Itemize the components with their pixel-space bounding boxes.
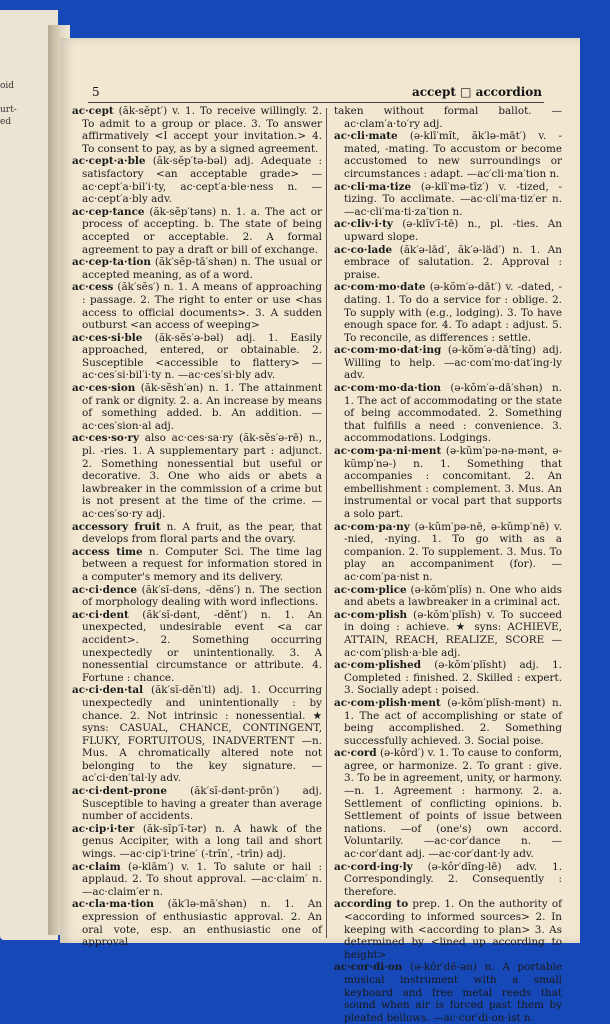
entry-headword: ac·com·pa·ni·ment [334,445,442,458]
dictionary-entry [72,432,322,520]
entry-definition: (ə-kôrd′) v. 1. To cause to conform, agree, or harmonize. 2. To grant : give. 3. To be in agreement, unity, or harmony. —n. 1. Agreement : harmony. 2. a. Settlement of conflicting opinions. b. Settlement of points of issue between nations. —of (one's) own accord. Voluntarily. —ac·cor′dance n. —ac·cor′dant adj. —ac·cor′dant·ly adv. [344,747,562,861]
entry-definition: (ăk′sĭ-dəns, -dĕns′) n. The section of morphology dealing with word inflections. [82,583,322,609]
entry-headword: ac·cor·di·on [334,961,403,974]
dictionary-entry [334,382,562,445]
dictionary-entry [334,861,562,899]
dictionary-entry [72,332,322,382]
dictionary-entry [72,609,322,685]
dictionary-entry [334,218,562,243]
entry-definition: (ə-kŭm′pə-nē, ə-kŭmp′nē) v. -nied, -nying. 1. To go with as a companion. 2. To supplement. 3. Mus. To play an accompaniment (for). —ac·com′pa·nist n. [344,520,562,583]
column-divider [326,108,327,938]
entry-definition: taken without formal ballot. —ac·clam′a·to′ry adj. [334,105,562,130]
entry-headword: ac·cliv·i·ty [334,218,393,231]
entry-definition: (ăk′lə-mā′shən) n. 1. An expression of enthusiastic approval. 2. An oral vote, esp. an enthusiastic one of approval [82,898,322,949]
entry-headword: ac·com·plished [334,659,421,672]
entry-headword: ac·com·mo·dat·ing [334,344,442,357]
entry-definition: (ăk′sĭ-dənt-prōn′) adj. Susceptible to having a greater than average number of accidents. [82,785,322,823]
dictionary-entry [334,105,562,130]
right-column [334,105,562,1024]
entry-definition: (ăk-sĕs′ə-bəl) adj. 1. Easily approached, entered, or obtainable. 2. Susceptible <accessible to flattery> —ac·ces′si·bil′i·ty n. —ac·ces′si·bly adv. [82,331,322,382]
entry-definition: (ə-kôr′dĭng-lē) adv. 1. Correspondingly. 2. Consequently : therefore. [344,860,562,898]
entry-headword: ac·com·mo·da·tion [334,382,441,395]
entry-headword: ac·ci·dent-prone [72,785,167,798]
entry-headword: ac·com·plish [334,608,408,621]
entry-definition: prep. 1. On the authority of <according to informed sources> 2. In keeping with <according to plan> 3. As determined by <lined up according to height> [344,898,563,961]
dictionary-page [60,38,580,1024]
dictionary-entry [72,584,322,609]
dictionary-entry [334,244,562,282]
entry-definition: (ə-klī′mə-tīz′) v. -tized, -tizing. To acclimate. —ac·cli′ma·tiz′er n. —ac·cli′ma·ti·za′tion n. [344,180,562,218]
entry-headword: ac·com·plish·ment [334,696,441,709]
entry-headword: ac·claim [72,860,121,873]
dictionary-entry [72,155,322,205]
dictionary-entry [334,747,562,860]
entry-headword: ac·cep·ta·tion [72,256,151,269]
entry-definition: (ə-kŭm′pə-nə-mənt, ə-kŭmp′nə-) n. 1. Something that accompanies : concomitant. 2. An embellishment : complement. 3. Mus. An instrumental or vocal part that supports a solo part. [344,445,562,520]
entry-headword: ac·ces·si·ble [72,331,143,344]
dictionary-entry [72,785,322,823]
entry-headword: ac·ces·sion [72,382,136,395]
entry-headword: ac·cord·ing·ly [334,860,413,873]
entry-headword: ac·cli·ma·tize [334,180,412,193]
entry-headword: ac·cli·mate [334,130,398,143]
entry-definition: (ăk-sĕsh′ən) n. 1. The attainment of rank or dignity. 2. a. An increase by means of something added. b. An addition. —ac·ces′sion·al adj. [82,382,322,432]
entry-headword: ac·cept [72,105,114,117]
dictionary-entry [334,898,562,961]
dictionary-entry [72,861,322,899]
margin-fragment [0,92,20,104]
dictionary-entry [72,823,322,861]
entry-definition: (ə-kŏm′plĭsh-mənt) n. 1. The act of accomplishing or state of being accomplished. 2. Something successfully achieved. 3. Social poise. [344,696,562,747]
dictionary-entry [72,382,322,432]
dictionary-entry [72,105,322,155]
entry-definition: (ăk′sĭ-dĕn′tl) adj. 1. Occurring unexpectedly and unintentionally : by chance. 2. Not intrinsic : nonessential. ★ syns: CASUAL, CHANCE, CONTINGENT, FLUKY, FORTUITOUS, INADVERTENT —n. Mus. A chromatically altered note not belonging to the key signature. —ac′ci·den′tal·ly adv. [82,684,322,785]
entry-definition: (ăk-sĕp′tə-bəl) adj. Adequate : satisfactory <an acceptable grade> —ac·cept′a·bil′i·ty, ac·cept′a·ble·ness n. —ac·cept′a·bly adv. [82,155,322,206]
margin-fragment: urt- [0,105,17,115]
entry-definition: also ac·ces·sa·ry (ăk-sĕs′ə-rē) n., pl. -ries. 1. A supplementary part : adjunct. 2. Something nonessential but useful or decorative. 3. One who aids or abets a lawbreaker in the commission of a crime but is not present at the time of the crime. —ac·ces′so·ry adj. [82,432,322,520]
entry-headword: ac·ci·dent [72,608,129,621]
dictionary-entry [72,898,322,948]
entry-definition: (ə-kŏm′plĭsh) v. To succeed in doing : achieve. ★ syns: ACHIEVE, ATTAIN, REACH, REALIZE, SCORE —ac·com′plish·a·ble adj. [344,608,562,659]
entry-headword: ac·cord [334,747,377,760]
dictionary-entry [334,697,562,747]
entry-headword: ac·com·pa·ny [334,520,410,533]
entry-headword: accessory fruit [72,520,161,533]
dictionary-entry [334,961,562,1024]
entry-definition: (ăk′sĭ-dənt, -dĕnt′) n. 1. An unexpected, undesirable event <a car accident>. 2. Something occurring unexpectedly or unintentionally. 3. A nonessential circumstance or attribute. 4. Fortune : chance. [82,608,322,684]
entry-definition: (ə-kŏm′plĭsht) adj. 1. Completed : finished. 2. Skilled : expert. 3. Socially adept : poised. [344,659,562,697]
entry-headword: access time [72,545,143,558]
entry-definition: (ə-kŏm′plĭs) n. One who aids and abets a lawbreaker in a criminal act. [344,583,562,609]
entry-headword: according to [334,898,409,911]
entry-headword: ac·cess [72,281,114,294]
entry-definition: (ə-kŏm′ə-dā′shən) n. 1. The act of accommodating or the state of being accommodated. 2. Something that fulfills a need : convenience. 3. accommodations. Lodgings. [344,382,562,445]
entry-definition: (ăk-sĭp′ĭ-tər) n. A hawk of the genus Accipiter, with a long tail and short wings. —ac·cip′i·trine′ (-trĭn′, -trīn) adj. [82,822,322,861]
header-rule [88,102,544,103]
guide-words: accept □ accordion [411,85,542,99]
entry-headword: ac·cep·tance [72,205,145,218]
entry-definition: (ə-klī′mĭt, ăk′lə-māt′) v. -mated, -mating. To accustom or become accustomed to new surroundings or circumstances : adapt. —ac′cli·ma′tion n. [344,130,562,180]
margin-fragments [0,80,20,128]
dictionary-entry [334,659,562,697]
dictionary-entry [72,206,322,256]
dictionary-entry [72,281,322,331]
dictionary-entry [72,684,322,785]
dictionary-entry [334,521,562,584]
entry-definition: (ə-kôr′dē-ən) n. A portable musical instrument with a small keyboard and free metal reeds that sound when air is forced past them by pleated bellows. —ac·cor′di·on·ist n. [344,961,562,1024]
entry-headword: ac·com·mo·date [334,281,426,294]
entry-definition: (ăk′sĕs′) n. 1. A means of approaching : passage. 2. The right to enter or use <has access to official documents>. 3. A sudden outburst <an access of weeping> [82,281,322,332]
dictionary-entry [72,546,322,584]
entry-definition: (ə-kŏm′ə-dāt′) v. -dated, -dating. 1. To do a service for : oblige. 2. To supply with (e.g., lodging). 3. To have enough space for. 4. To adapt : adjust. 5. To reconcile, as differences : settle. [344,281,562,344]
entry-definition: n. Computer Sci. The time lag between a request for information stored in a computer's memory and its delivery. [82,545,322,583]
entry-definition: n. A fruit, as the pear, that develops from floral parts and the ovary. [82,520,322,546]
dictionary-entry [334,130,562,180]
entry-headword: ac·ci·dence [72,583,137,596]
dictionary-entry [334,181,562,219]
running-header [90,85,542,103]
entry-definition: (ăk′sĕp-tā′shən) n. The usual or accepted meaning, as of a word. [82,256,322,281]
page-number: 5 [92,85,100,99]
margin-fragment: ed [0,117,12,127]
entry-headword: ac·cla·ma·tion [72,898,154,911]
dictionary-entry [334,584,562,609]
entry-definition: (ăk-sĕp′təns) n. 1. a. The act or process of accepting. b. The state of being accepted or acceptable. 2. A formal agreement to pay a draft or bill of exchange. [82,205,322,256]
entry-definition: (ăk′ə-lād′, ăk′ə-läd′) n. 1. An embrace of salutation. 2. Approval : praise. [344,243,562,281]
dictionary-entry [334,609,562,659]
entry-definition: (ăk-sĕpt′) v. 1. To receive willingly. 2. To admit to a group or place. 3. To answer affirmatively <I accept your invitation.> 4. To consent to pay, as by a signed agreement. [82,105,322,155]
left-column [72,105,322,949]
dictionary-entry [72,256,322,281]
entry-definition: (ə-kŏm′ə-dā′tĭng) adj. Willing to help. —ac·com′mo·dat′ing·ly adv. [344,344,562,382]
entry-headword: ac·ci·den·tal [72,684,144,697]
dictionary-entry [72,521,322,546]
entry-headword: ac·co·lade [334,243,393,256]
entry-headword: ac·cip·i·ter [72,822,135,835]
dictionary-entry [334,445,562,521]
margin-fragment: oid [0,81,15,91]
entry-definition: (ə-klām′) v. 1. To salute or hail : applaud. 2. To shout approval. —ac·claim′ n. —ac·claim′er n. [82,860,322,898]
entry-headword: ac·cept·a·ble [72,155,146,168]
dictionary-entry [334,344,562,382]
entry-headword: ac·com·plice [334,583,407,596]
dictionary-entry [334,281,562,344]
entry-headword: ac·ces·so·ry [72,432,139,445]
entry-definition: (ə-klĭv′ĭ-tē) n., pl. -ties. An upward slope. [344,218,562,243]
